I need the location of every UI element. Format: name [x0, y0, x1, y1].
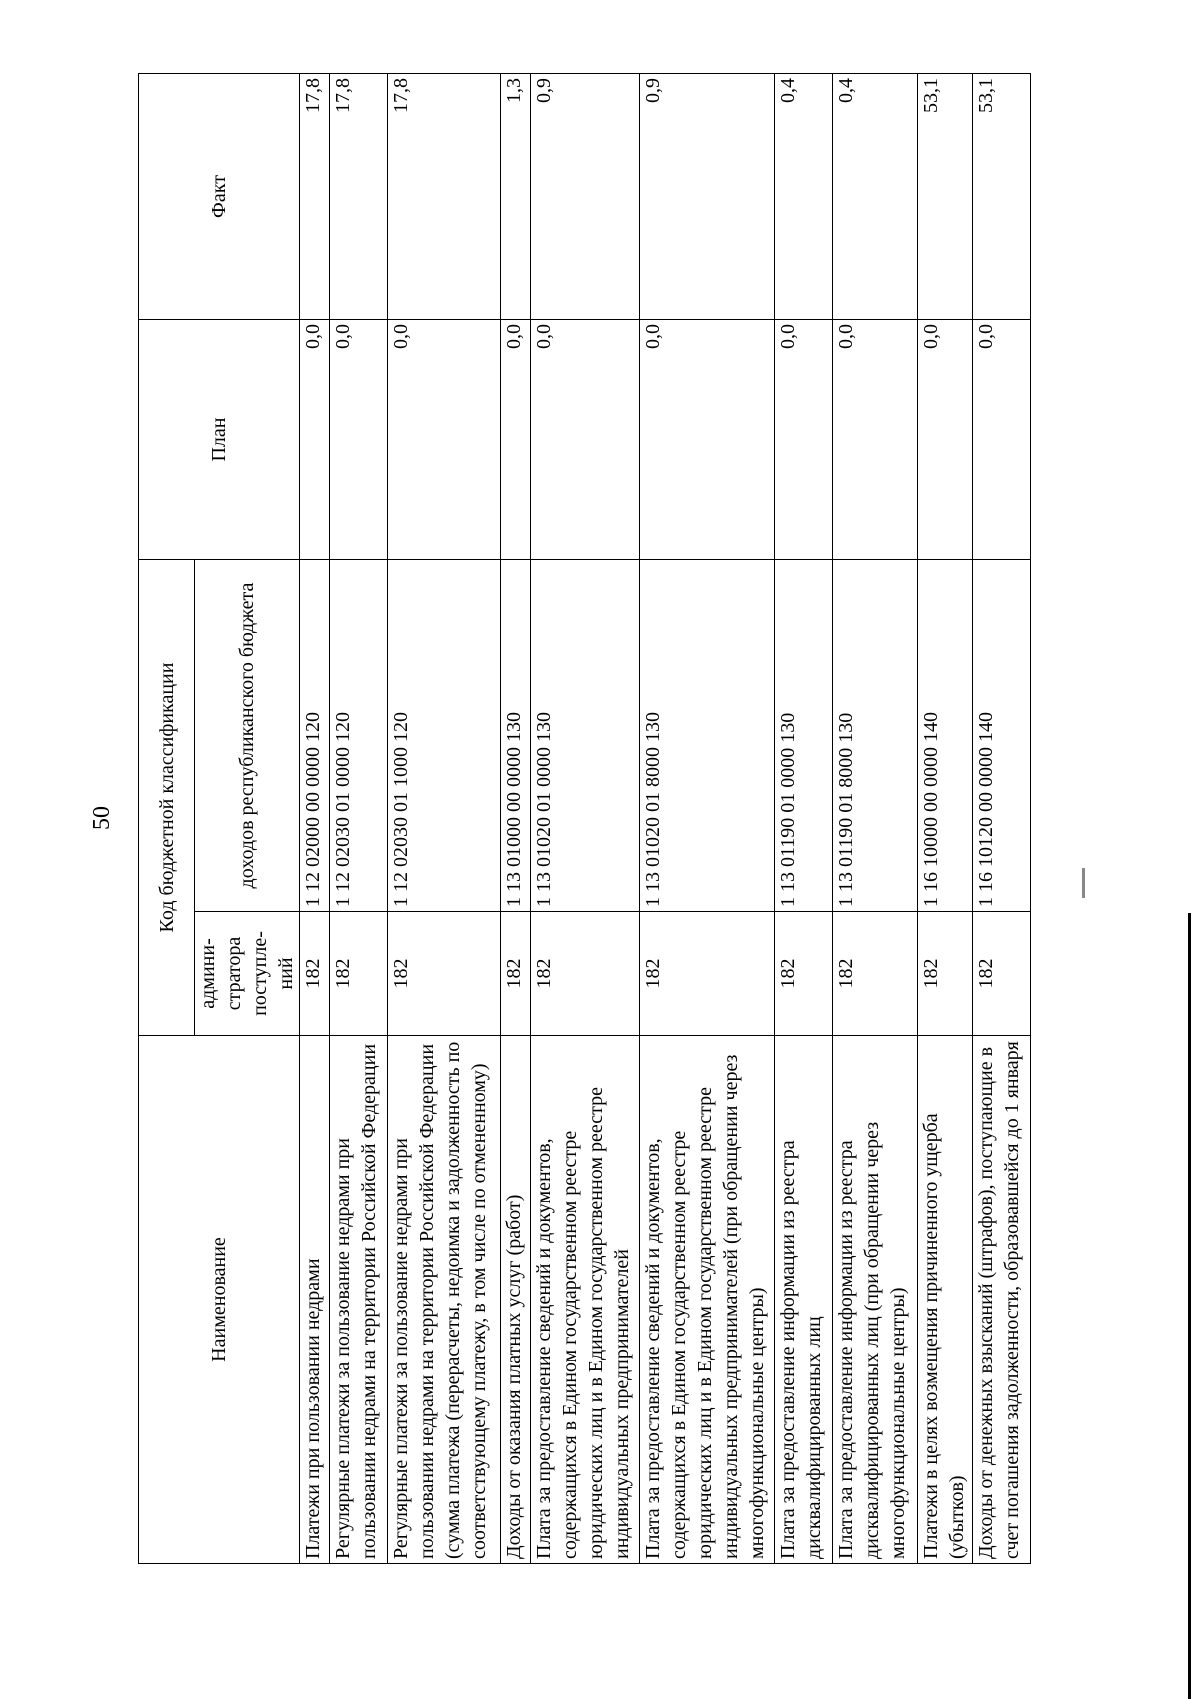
table-row: [300, 74, 330, 1564]
cell-name: Плата за предоставление сведений и документов, содержащихся в Едином государственном реестре юридических лиц и в Едином государственном реестре индивидуальных предпринимателей: [531, 1036, 639, 1564]
table-row: [973, 74, 1031, 1564]
cell-fact: 17,8: [329, 74, 387, 320]
rotated-table-container: [138, 74, 1031, 1564]
cell-code: 1 16 10000 00 0000 140: [918, 560, 973, 912]
cell-plan: 0,0: [774, 320, 832, 560]
cell-name: Плата за предоставление информации из реестра дисквалифицированных лиц (при обращении через многофункциональные центры): [832, 1036, 918, 1564]
table-row: [639, 74, 774, 1564]
table-row: [531, 74, 639, 1564]
cell-fact: 0,4: [774, 74, 832, 320]
table-row: [387, 74, 501, 1564]
cell-plan: 0,0: [832, 320, 918, 560]
table-row: [774, 74, 832, 1564]
cell-name: Доходы от оказания платных услуг (работ): [501, 1036, 531, 1564]
cell-admin: 182: [774, 912, 832, 1036]
cell-name: Платежи в целях возмещения причиненного ущерба (убытков): [918, 1036, 973, 1564]
cell-admin: 182: [973, 912, 1031, 1036]
cell-fact: 0,9: [531, 74, 639, 320]
cell-fact: 0,4: [832, 74, 918, 320]
budget-table: [138, 73, 1031, 1564]
cell-plan: 0,0: [501, 320, 531, 560]
cell-fact: 17,8: [300, 74, 330, 320]
cell-code: 1 13 01190 01 0000 130: [774, 560, 832, 912]
header-plan: План: [139, 320, 300, 560]
cell-name: Доходы от денежных взысканий (штрафов), поступающие в счет погашения задолженности, образовавшейся до 1 января: [973, 1036, 1031, 1564]
cell-code: 1 13 01020 01 8000 130: [639, 560, 774, 912]
cell-name: Платежи при пользовании недрами: [300, 1036, 330, 1564]
cell-admin: 182: [300, 912, 330, 1036]
cell-code: 1 13 01020 01 0000 130: [531, 560, 639, 912]
table-body: [300, 74, 1031, 1564]
cell-admin: 182: [918, 912, 973, 1036]
scan-edge-line: [1188, 913, 1191, 1699]
cell-plan: 0,0: [387, 320, 501, 560]
cell-fact: 53,1: [918, 74, 973, 320]
header-fact: Факт: [139, 74, 300, 320]
cell-admin: 182: [832, 912, 918, 1036]
table-row: [329, 74, 387, 1564]
header-name: Наименование: [139, 1036, 300, 1564]
cell-admin: 182: [329, 912, 387, 1036]
cell-code: 1 13 01000 00 0000 130: [501, 560, 531, 912]
page-number: 50: [89, 806, 115, 830]
cell-code: 1 12 02000 00 0000 120: [300, 560, 330, 912]
cell-code: 1 13 01190 01 8000 130: [832, 560, 918, 912]
cell-fact: 17,8: [387, 74, 501, 320]
cell-admin: 182: [639, 912, 774, 1036]
cell-fact: 0,9: [639, 74, 774, 320]
cell-name: Плата за предоставление информации из реестра дисквалифицированных лиц: [774, 1036, 832, 1564]
cell-code: 1 12 02030 01 1000 120: [387, 560, 501, 912]
cell-code: 1 16 10120 00 0000 140: [973, 560, 1031, 912]
cell-admin: 182: [387, 912, 501, 1036]
cell-name: Регулярные платежи за пользование недрами при пользовании недрами на территории Российской Федерации (сумма платежа (перерасчеты, недоимка и задолженность по соответствующему платежу, в том числе по отмененному): [387, 1036, 501, 1564]
table-row: [501, 74, 531, 1564]
cell-plan: 0,0: [300, 320, 330, 560]
cell-name: Плата за предоставление сведений и документов, содержащихся в Едином государственном реестре юридических лиц и в Едином государственном реестре индивидуальных предпринимателей (при обращении через многофункциональные центры): [639, 1036, 774, 1564]
cell-plan: 0,0: [973, 320, 1031, 560]
cell-fact: 53,1: [973, 74, 1031, 320]
cell-name: Регулярные платежи за пользование недрами при пользовании недрами на территории Российской Федерации: [329, 1036, 387, 1564]
cell-fact: 1,3: [501, 74, 531, 320]
scan-mark: [1082, 868, 1085, 898]
cell-admin: 182: [501, 912, 531, 1036]
cell-code: 1 12 02030 01 0000 120: [329, 560, 387, 912]
header-code-group: Код бюджетной классификации: [139, 560, 195, 1036]
table-row: [918, 74, 973, 1564]
header-admin: админи-стратора поступле-ний: [195, 912, 300, 1036]
cell-plan: 0,0: [531, 320, 639, 560]
header-row: [139, 74, 195, 1564]
table-row: [832, 74, 918, 1564]
cell-plan: 0,0: [918, 320, 973, 560]
cell-plan: 0,0: [639, 320, 774, 560]
cell-plan: 0,0: [329, 320, 387, 560]
header-income: доходов республиканского бюджета: [195, 560, 300, 912]
cell-admin: 182: [531, 912, 639, 1036]
